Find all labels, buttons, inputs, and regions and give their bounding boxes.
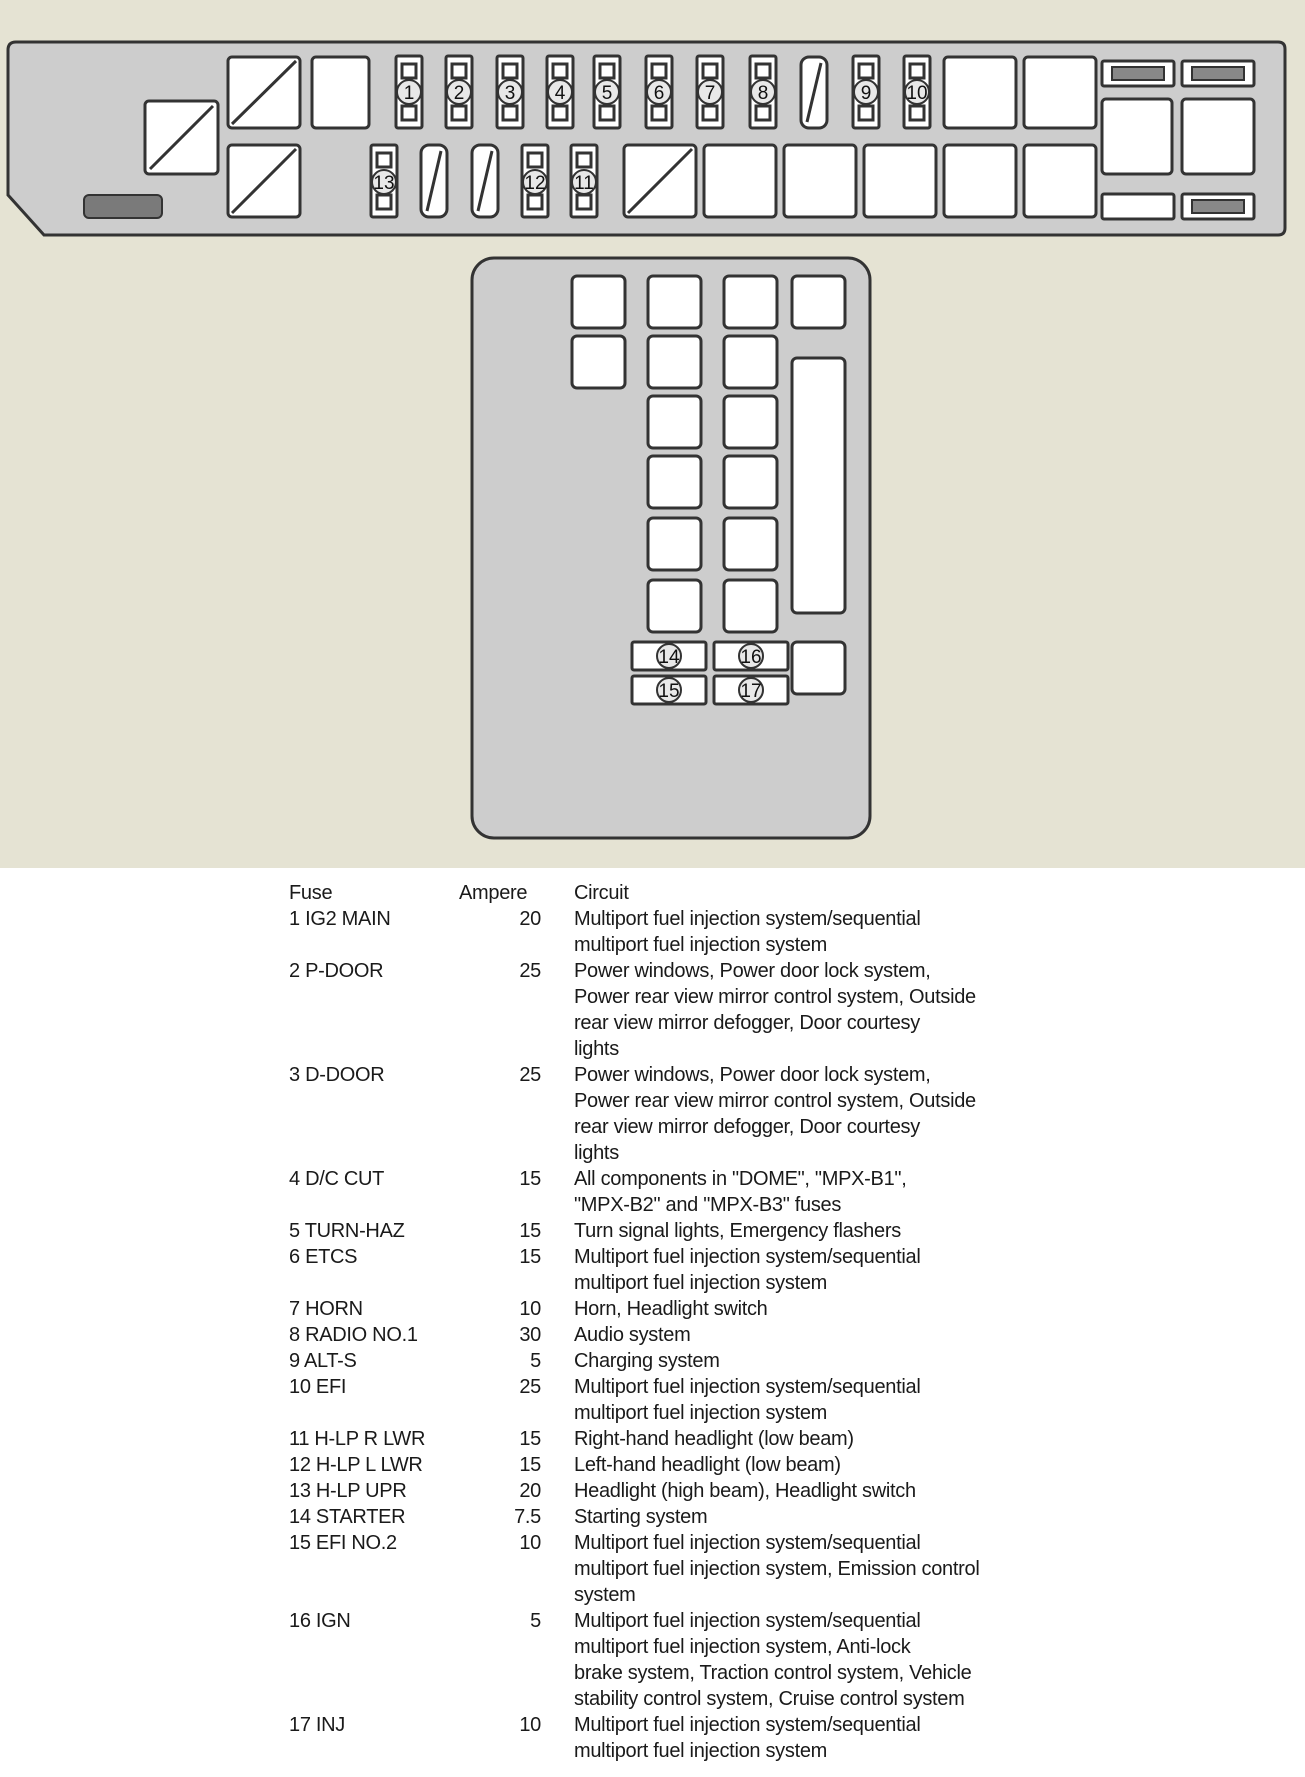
relay-block — [648, 336, 701, 388]
circuit-line: multiport fuel injection system — [574, 1740, 828, 1762]
table-row — [289, 1296, 1049, 1322]
fuse-ampere: 10 — [519, 1532, 541, 1554]
fuse-number: 7 — [704, 83, 716, 104]
fuse-ampere: 25 — [519, 1064, 541, 1086]
circuit-line: Headlight (high beam), Headlight switch — [574, 1480, 916, 1502]
fuse-name: 14 STARTER — [289, 1506, 406, 1528]
circuit-line: Multiport fuel injection system/sequential — [574, 908, 921, 930]
circuit-line: multiport fuel injection system — [574, 934, 828, 956]
table-header — [289, 880, 1049, 906]
relay-block — [572, 336, 625, 388]
circuit-line: multiport fuel injection system, Anti-lock — [574, 1636, 911, 1658]
fuse-box-svg — [0, 0, 1305, 868]
table-row — [289, 1374, 1049, 1426]
fuse-number: 10 — [906, 83, 928, 104]
fuse-11-marker — [572, 170, 596, 194]
circuit-line: multiport fuel injection system — [574, 1272, 828, 1294]
fuse-number: 1 — [403, 83, 415, 104]
fuse-name: 17 INJ — [289, 1714, 346, 1736]
table-row — [289, 906, 1049, 958]
table-row — [289, 1348, 1049, 1374]
fuse-number: 11 — [574, 173, 594, 194]
fuse-6-marker — [647, 80, 671, 104]
table-row — [289, 1452, 1049, 1478]
circuit-line: "MPX-B2" and "MPX-B3" fuses — [574, 1194, 842, 1216]
circuit-line: multiport fuel injection system, Emission control — [574, 1558, 980, 1580]
fuse-number: 17 — [740, 681, 762, 702]
fuse-circuit — [574, 1296, 1049, 1322]
header-ampere: Ampere — [459, 882, 528, 904]
relay-block — [1024, 57, 1096, 128]
fuse-box-diagram — [0, 0, 1305, 868]
fuse-circuit — [574, 1348, 1049, 1374]
circuit-line: rear view mirror defogger, Door courtesy — [574, 1116, 920, 1138]
fuse-table — [289, 880, 1049, 1764]
fuse-ampere: 15 — [519, 1246, 541, 1268]
fuse-3-marker — [498, 80, 522, 104]
fuse-ampere: 30 — [519, 1324, 541, 1346]
fuse-name: 1 IG2 MAIN — [289, 908, 391, 930]
fuse-name: 5 TURN-HAZ — [289, 1220, 405, 1242]
fuse-number: 12 — [524, 173, 546, 194]
fuse-14-marker — [657, 644, 681, 668]
fuse-name: 6 ETCS — [289, 1246, 358, 1268]
relay-block — [724, 518, 777, 570]
fuse-ampere: 15 — [519, 1168, 541, 1190]
fuse-ampere: 10 — [519, 1714, 541, 1736]
table-row — [289, 1166, 1049, 1218]
fuse-circuit — [574, 958, 1049, 1062]
fuse-ampere: 15 — [519, 1220, 541, 1242]
fuse-name: 11 H-LP R LWR — [289, 1428, 426, 1450]
fuse-name: 13 H-LP UPR — [289, 1480, 407, 1502]
relay-block — [312, 57, 369, 128]
table-row — [289, 1426, 1049, 1452]
circuit-line: multiport fuel injection system — [574, 1402, 828, 1424]
circuit-line: Power windows, Power door lock system, — [574, 960, 931, 982]
fuse-name: 3 D-DOOR — [289, 1064, 385, 1086]
relay-block — [944, 57, 1016, 128]
circuit-line: Power rear view mirror control system, Outside — [574, 1090, 976, 1112]
relay-block — [724, 336, 777, 388]
fuse-name: 10 EFI — [289, 1376, 347, 1398]
relay-block — [1102, 99, 1172, 174]
fuse-13-marker — [372, 170, 396, 194]
fuse-ampere: 15 — [519, 1428, 541, 1450]
circuit-line: Turn signal lights, Emergency flashers — [574, 1220, 901, 1242]
fuse-name: 9 ALT-S — [289, 1350, 357, 1372]
fuse-name: 15 EFI NO.2 — [289, 1532, 397, 1554]
fuse-number: 15 — [658, 681, 680, 702]
circuit-line: Audio system — [574, 1324, 691, 1346]
fuse-ampere: 20 — [519, 908, 541, 930]
header-circuit: Circuit — [574, 882, 629, 904]
fuse-7-marker — [698, 80, 722, 104]
relay-block — [792, 642, 845, 694]
circuit-line: All components in "DOME", "MPX-B1", — [574, 1168, 907, 1190]
circuit-line: stability control system, Cruise control system — [574, 1688, 965, 1710]
fuse-number: 2 — [453, 83, 465, 104]
fuse-circuit — [574, 906, 1049, 958]
circuit-line: Charging system — [574, 1350, 720, 1372]
fuse-circuit — [574, 1478, 1049, 1504]
fuse-8-marker — [751, 80, 775, 104]
fuse-circuit — [574, 1426, 1049, 1452]
relay-block — [648, 276, 701, 328]
fuse-number: 4 — [554, 83, 566, 104]
table-row — [289, 1504, 1049, 1530]
circuit-line: Multiport fuel injection system/sequential — [574, 1532, 921, 1554]
fuse-circuit — [574, 1530, 1049, 1608]
fuse-ampere: 5 — [530, 1610, 541, 1632]
table-row — [289, 958, 1049, 1062]
relay-block — [724, 580, 777, 632]
fuse-5-marker — [595, 80, 619, 104]
circuit-line: Multiport fuel injection system/sequential — [574, 1246, 921, 1268]
fuse-number: 13 — [373, 173, 395, 194]
fuse-circuit — [574, 1504, 1049, 1530]
fuse-ampere: 25 — [519, 1376, 541, 1398]
header-fuse: Fuse — [289, 882, 333, 904]
fuse-circuit — [574, 1166, 1049, 1218]
fuse-number: 5 — [601, 83, 613, 104]
fuse-circuit — [574, 1374, 1049, 1426]
circuit-line: Multiport fuel injection system/sequential — [574, 1376, 921, 1398]
relay-block — [724, 396, 777, 448]
relay-block — [784, 145, 856, 217]
fuse-number: 3 — [504, 83, 516, 104]
fuse-number: 14 — [658, 647, 680, 668]
circuit-line: Multiport fuel injection system/sequential — [574, 1610, 921, 1632]
fuse-17-marker — [739, 678, 763, 702]
relay-block — [704, 145, 776, 217]
fuse-circuit — [574, 1244, 1049, 1296]
circuit-line: Horn, Headlight switch — [574, 1298, 768, 1320]
circuit-line: system — [574, 1584, 636, 1606]
fuse-ampere: 15 — [519, 1454, 541, 1476]
relay-block — [1182, 99, 1254, 174]
relay-block — [864, 145, 936, 217]
fuse-12-marker — [523, 170, 547, 194]
fuse-circuit — [574, 1452, 1049, 1478]
fuse-circuit — [574, 1712, 1049, 1764]
circuit-line: lights — [574, 1142, 619, 1164]
fuse-4-marker — [548, 80, 572, 104]
fuse-9-marker — [854, 80, 878, 104]
relay-block — [648, 580, 701, 632]
relay-block — [792, 276, 845, 328]
fuse-number: 16 — [740, 647, 762, 668]
block-tab — [84, 195, 162, 218]
table-row — [289, 1244, 1049, 1296]
fuse-circuit — [574, 1322, 1049, 1348]
fuse-1-marker — [397, 80, 421, 104]
fuse-ampere: 10 — [519, 1298, 541, 1320]
fuse-number: 8 — [757, 83, 769, 104]
circuit-line: Right-hand headlight (low beam) — [574, 1428, 854, 1450]
fuse-16-marker — [739, 644, 763, 668]
circuit-line: Power windows, Power door lock system, — [574, 1064, 931, 1086]
fuse-name: 12 H-LP L LWR — [289, 1454, 423, 1476]
tall-relay — [792, 358, 845, 613]
fuse-number: 6 — [653, 83, 665, 104]
relay-block — [572, 276, 625, 328]
fuse-ampere: 7.5 — [514, 1506, 541, 1528]
fuse-name: 8 RADIO NO.1 — [289, 1324, 418, 1346]
relay-block — [648, 456, 701, 508]
table-row — [289, 1608, 1049, 1712]
fuse-name: 16 IGN — [289, 1610, 351, 1632]
fuse-name: 7 HORN — [289, 1298, 363, 1320]
fuse-number: 9 — [860, 83, 872, 104]
fuse-circuit — [574, 1608, 1049, 1712]
circuit-line: brake system, Traction control system, Vehicle — [574, 1662, 972, 1684]
fuse-2-marker — [447, 80, 471, 104]
table-row — [289, 1478, 1049, 1504]
circuit-line: Multiport fuel injection system/sequential — [574, 1714, 921, 1736]
relay-block — [1024, 145, 1096, 217]
circuit-line: rear view mirror defogger, Door courtesy — [574, 1012, 920, 1034]
fuse-name: 2 P-DOOR — [289, 960, 384, 982]
relay-block — [648, 518, 701, 570]
fuse-name: 4 D/C CUT — [289, 1168, 385, 1190]
table-row — [289, 1712, 1049, 1764]
circuit-line: Left-hand headlight (low beam) — [574, 1454, 841, 1476]
circuit-line: Starting system — [574, 1506, 708, 1528]
table-row — [289, 1062, 1049, 1166]
circuit-line: Power rear view mirror control system, Outside — [574, 986, 976, 1008]
relay-block — [724, 276, 777, 328]
relay-block — [944, 145, 1016, 217]
circuit-line: lights — [574, 1038, 619, 1060]
fuse-circuit — [574, 1218, 1049, 1244]
fuse-15-marker — [657, 678, 681, 702]
fuse-ampere: 25 — [519, 960, 541, 982]
fuse-10-marker — [905, 80, 929, 104]
fuse-circuit — [574, 1062, 1049, 1166]
table-row — [289, 1530, 1049, 1608]
table-row — [289, 1218, 1049, 1244]
relay-block — [724, 456, 777, 508]
table-row — [289, 1322, 1049, 1348]
relay-block — [648, 396, 701, 448]
fuse-ampere: 5 — [530, 1350, 541, 1372]
fuse-ampere: 20 — [519, 1480, 541, 1502]
